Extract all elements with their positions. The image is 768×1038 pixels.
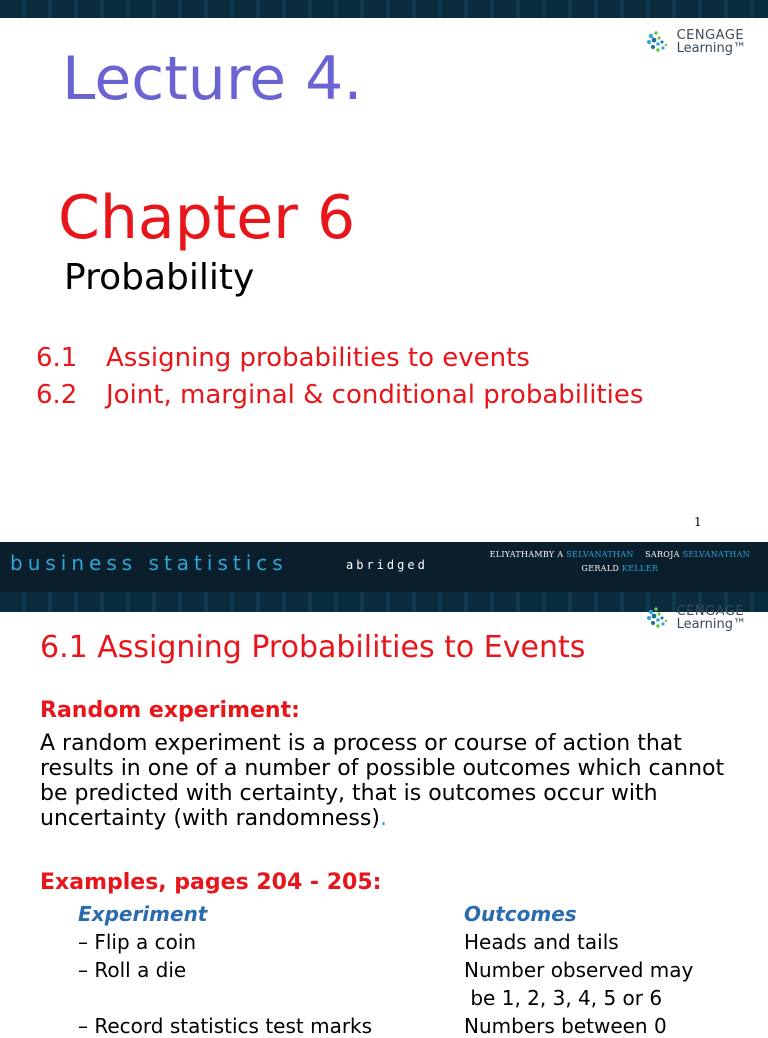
column-header-outcomes: Outcomes	[464, 902, 577, 926]
chapter-title: Chapter 6	[58, 183, 356, 253]
section-text: Assigning probabilities to events	[106, 343, 530, 373]
column-header-experiment: Experiment	[78, 902, 208, 926]
definition-end: .	[379, 806, 387, 831]
logo-brand: CENGAGE	[676, 604, 745, 619]
logo-sub: Learning™	[676, 617, 746, 632]
author-last: SELVANATHAN	[566, 550, 634, 559]
section-list	[36, 340, 643, 414]
page-number: 1	[694, 515, 702, 529]
experiment-cell: – Record statistics test marks	[78, 1014, 373, 1038]
section-text: Joint, marginal & conditional probabilities	[106, 380, 644, 410]
outcome-cell: Heads and tails	[464, 930, 619, 954]
lecture-title: Lecture 4.	[62, 44, 363, 114]
author-last: KELLER	[621, 564, 659, 573]
author-first: ELIYATHAMBY A	[489, 550, 564, 559]
outcome-cell: Numbers between 0	[464, 1014, 667, 1038]
cengage-logo	[645, 604, 746, 632]
chapter-subtitle: Probability	[64, 257, 255, 298]
footer-band	[0, 542, 768, 592]
outcome-cell: be 1, 2, 3, 4, 5 or 6	[464, 986, 663, 1010]
footer-abridged: abridged	[346, 558, 428, 572]
cengage-dots-icon	[645, 604, 673, 632]
definition-heading: Random experiment:	[40, 698, 300, 723]
footer-authors	[490, 548, 750, 576]
experiment-cell: – Flip a coin	[78, 930, 197, 954]
logo-brand: CENGAGE	[676, 28, 745, 43]
outcome-cell: Number observed may	[464, 958, 694, 982]
experiment-cell: – Roll a die	[78, 958, 187, 982]
definition-body: A random experiment is a process or course of action that results in one of a number of possible outcomes which cannot be predicted with certainty, that is outcomes occur with uncertainty (with randomness)	[40, 731, 725, 831]
slide-2	[0, 592, 768, 1038]
author-last: SELVANATHAN	[682, 550, 750, 559]
slide-title: 6.1 Assigning Probabilities to Events	[40, 630, 586, 665]
logo-sub: Learning™	[676, 41, 746, 56]
section-item	[36, 340, 643, 377]
decorative-top-band	[0, 0, 768, 18]
cengage-dots-icon	[645, 28, 673, 56]
definition-text	[40, 731, 740, 831]
author-first: GERALD	[581, 564, 620, 573]
footer-book-title: business statistics	[10, 551, 288, 575]
section-item	[36, 377, 643, 414]
section-number: 6.2	[36, 380, 78, 410]
author-first: SAROJA	[645, 550, 680, 559]
cengage-logo	[645, 28, 746, 56]
section-number: 6.1	[36, 343, 78, 373]
examples-heading: Examples, pages 204 - 205:	[40, 870, 382, 895]
